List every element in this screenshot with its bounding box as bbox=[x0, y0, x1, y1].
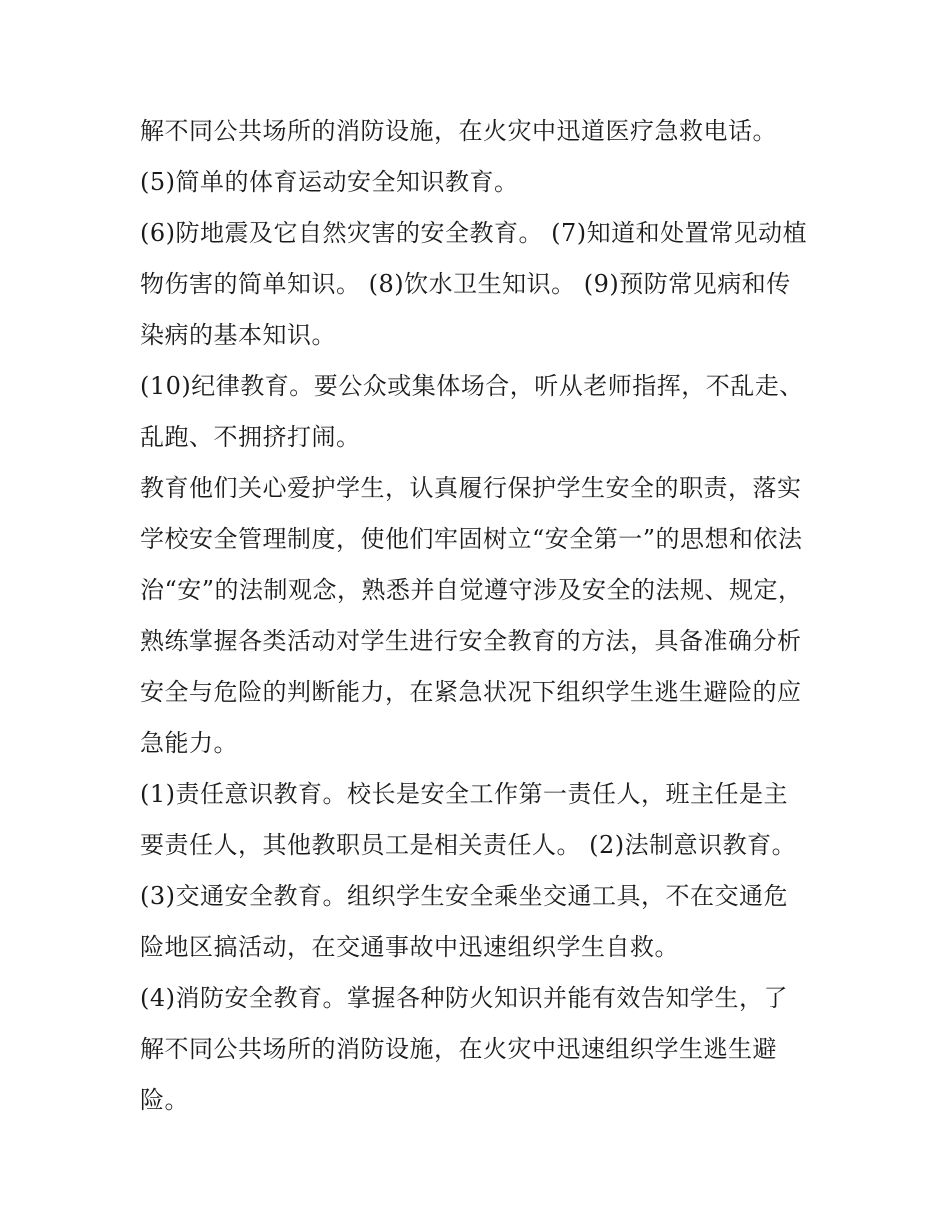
text-line: (5)简单的体育运动安全知识教育。 bbox=[140, 168, 519, 196]
text-line: (1)责任意识教育。校长是安全工作第一责任人，班主任是主 bbox=[140, 780, 788, 808]
text-line: 急能力。 bbox=[140, 729, 238, 757]
text-line: (10)纪律教育。要公众或集体场合，听从老师指挥，不乱走、 bbox=[140, 372, 804, 400]
text-line: 险地区搞活动，在交通事故中迅速组织学生自救。 bbox=[140, 933, 679, 961]
text-line: 学校安全管理制度，使他们牢固树立“安全第一”的思想和依法 bbox=[140, 525, 803, 553]
text-line: 物伤害的简单知识。 (8)饮水卫生知识。 (9)预防常见病和传 bbox=[140, 270, 791, 298]
text-line: 解不同公共场所的消防设施，在火灾中迅速组织学生逃生避 bbox=[140, 1035, 777, 1063]
text-line: (3)交通安全教育。组织学生安全乘坐交通工具，不在交通危 bbox=[140, 882, 788, 910]
text-line: 要责任人，其他教职员工是相关责任人。 (2)法制意识教育。 bbox=[140, 831, 797, 859]
text-line: 乱跑、不拥挤打闹。 bbox=[140, 423, 361, 451]
text-line: (6)防地震及它自然灾害的安全教育。 (7)知道和处置常见动植 bbox=[140, 219, 808, 247]
text-line: 治“安”的法制观念，熟悉并自觉遵守涉及安全的法规、规定， bbox=[140, 576, 803, 604]
text-line: 染病的基本知识。 bbox=[140, 321, 336, 349]
text-line: 教育他们关心爱护学生，认真履行保护学生安全的职责，落实 bbox=[140, 474, 802, 502]
text-line: 险。 bbox=[140, 1086, 189, 1114]
text-line: (4)消防安全教育。掌握各种防火知识并能有效告知学生，了 bbox=[140, 984, 788, 1012]
text-line: 熟练掌握各类活动对学生进行安全教育的方法，具备准确分析 bbox=[140, 627, 802, 655]
text-line: 解不同公共场所的消防设施，在火灾中迅道医疗急救电话。 bbox=[140, 117, 777, 145]
body-text bbox=[140, 106, 820, 1126]
text-line: 安全与危险的判断能力，在紧急状况下组织学生逃生避险的应 bbox=[140, 678, 802, 706]
